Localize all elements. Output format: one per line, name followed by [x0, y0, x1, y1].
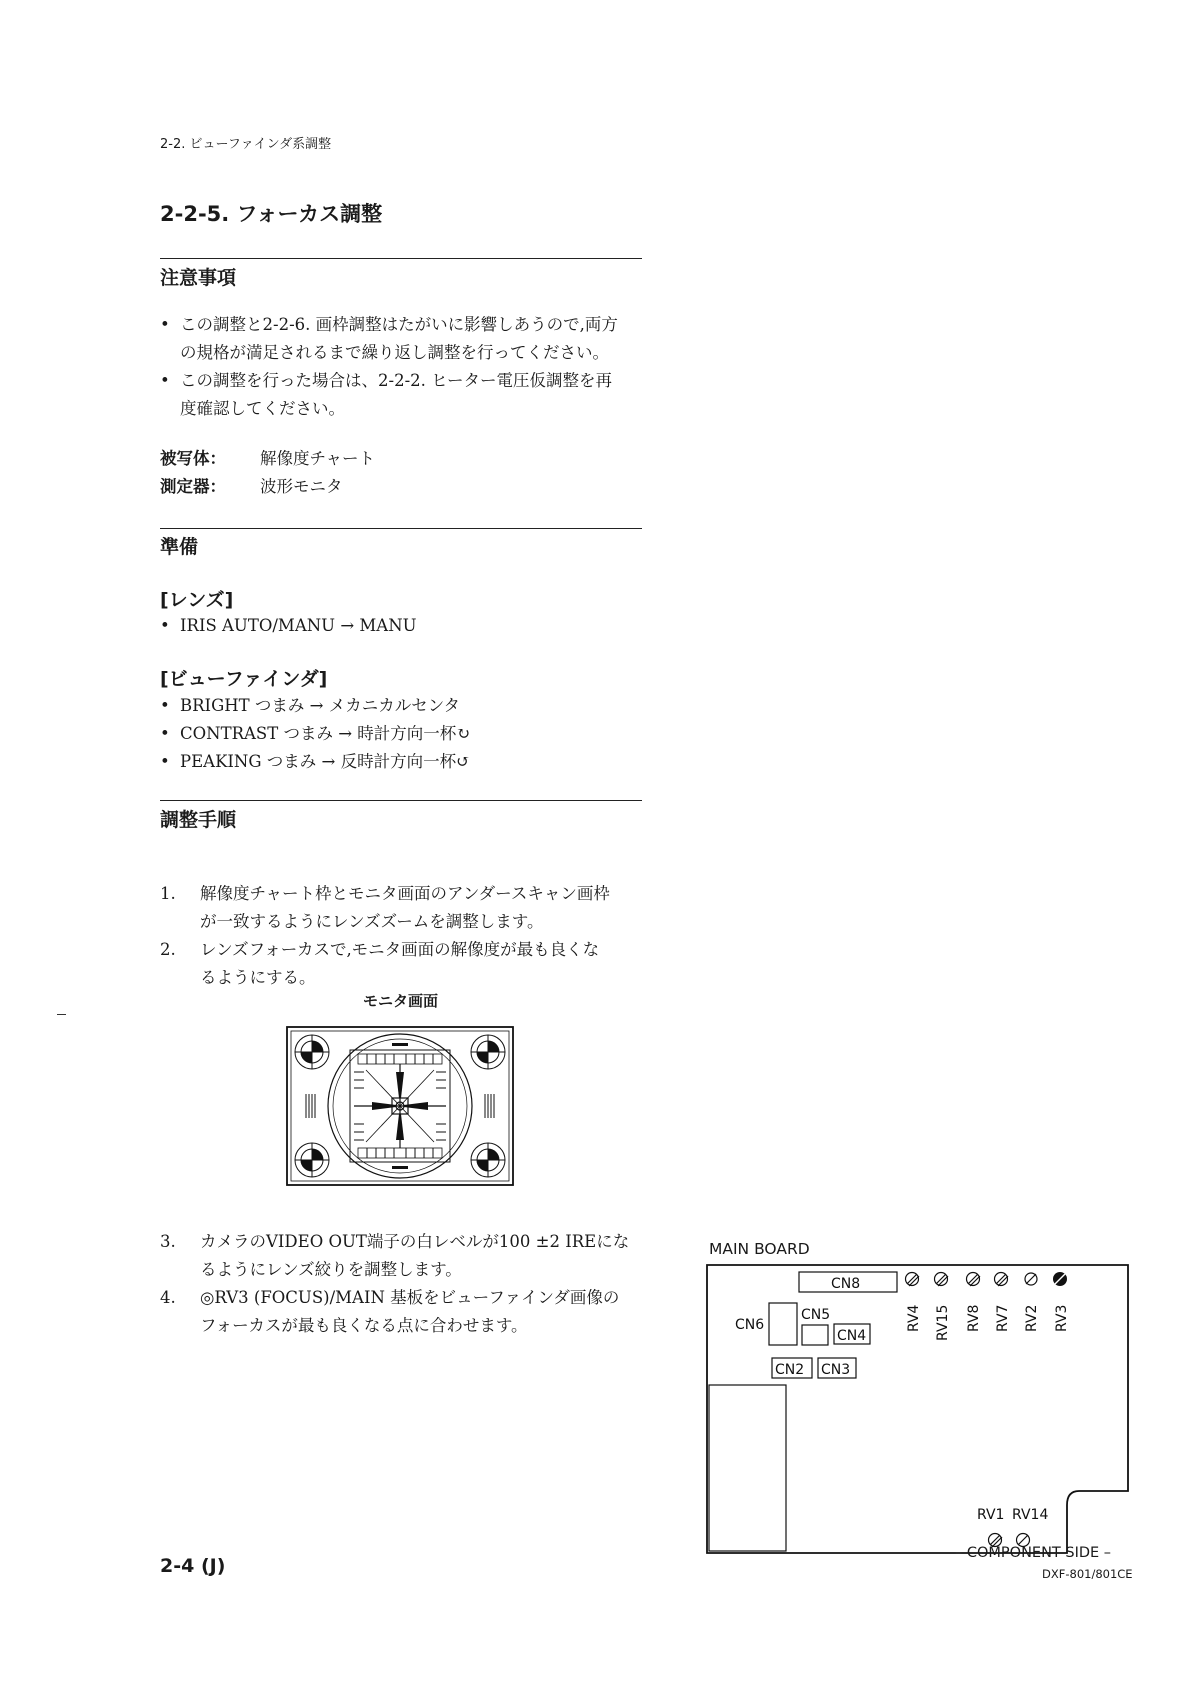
cn4-label: CN4	[837, 1328, 867, 1344]
procedure-heading: 調整手順	[160, 809, 237, 831]
step-number: 1.	[160, 884, 176, 903]
vf-heading: [ビューファインダ]	[160, 668, 328, 690]
note-line: この調整と2-2-6. 画枠調整はたがいに影響しあうので,両方	[180, 315, 618, 334]
vf-item: • PEAKING つまみ → 反時計方向一杯↺	[160, 748, 650, 776]
model-number: DXF-801/801CE	[1042, 1567, 1133, 1581]
prep-heading: 準備	[160, 536, 199, 558]
section-title: 2-2-5. フォーカス調整	[160, 202, 383, 226]
main-board-diagram	[705, 1263, 1135, 1568]
spec-value: 波形モニタ	[260, 477, 343, 496]
figure-caption: モニタ画面	[363, 992, 439, 1010]
spec-label: 被写体：	[160, 449, 226, 468]
notes-heading: 注意事項	[160, 267, 237, 289]
divider	[160, 800, 642, 801]
spec-row	[160, 445, 226, 473]
cn2-label: CN2	[775, 1362, 805, 1378]
vf-item: • CONTRAST つまみ → 時計方向一杯↻	[160, 720, 650, 748]
rv8-label: RV8	[966, 1304, 982, 1332]
note-item: • この調整と2-2-6. 画枠調整はたがいに影響しあうので,両方 の規格が満足されるまで繰り返し調整を行ってください。	[160, 311, 650, 367]
lens-heading: [レンズ]	[160, 589, 234, 611]
lens-item: • IRIS AUTO/MANU → MANU	[160, 612, 650, 640]
note-line: 度確認してください。	[180, 399, 345, 418]
procedure-step	[160, 936, 650, 992]
vf-item: • BRIGHT つまみ → メカニカルセンタ	[160, 692, 650, 720]
page-number: 2-4 (J)	[160, 1555, 226, 1577]
board-title: MAIN BOARD	[709, 1240, 810, 1258]
step-line: フォーカスが最も良くなる点に合わせます。	[200, 1316, 528, 1335]
vf-item-text: CONTRAST つまみ → 時計方向一杯↻	[180, 724, 471, 743]
step-number: 3.	[160, 1232, 176, 1251]
procedure-step	[160, 1228, 650, 1284]
vf-item-text: BRIGHT つまみ → メカニカルセンタ	[180, 696, 461, 715]
cn5-label: CN5	[801, 1307, 831, 1323]
cn5-box	[802, 1325, 828, 1345]
rv2-label: RV2	[1024, 1304, 1040, 1332]
step-line: レンズフォーカスで,モニタ画面の解像度が最も良くな	[200, 940, 600, 959]
step-line: カメラのVIDEO OUT端子の白レベルが100 ±2 IREにな	[200, 1232, 630, 1251]
rv14-label: RV14	[1012, 1507, 1049, 1523]
cn6-box	[769, 1303, 797, 1345]
lens-item-text: IRIS AUTO/MANU → MANU	[180, 616, 417, 635]
step-line: るようにレンズ絞りを調整します。	[200, 1260, 462, 1279]
step-line: るようにする。	[200, 968, 316, 987]
divider	[160, 258, 642, 259]
step-line: が一致するようにレンズズームを調整します。	[200, 912, 544, 931]
cn6-label: CN6	[735, 1317, 765, 1333]
spec-row	[160, 473, 226, 501]
vf-item-text: PEAKING つまみ → 反時計方向一杯↺	[180, 752, 470, 771]
component-side-label: – COMPONENT SIDE –	[955, 1545, 1112, 1561]
procedure-step	[160, 880, 650, 936]
rv3-label: RV3	[1054, 1304, 1070, 1332]
note-line: この調整を行った場合は、2-2-2. ヒーター電圧仮調整を再	[180, 371, 612, 390]
step-number: 4.	[160, 1288, 176, 1307]
resolution-chart-figure	[286, 1026, 514, 1186]
note-line: の規格が満足されるまで繰り返し調整を行ってください。	[180, 343, 609, 362]
procedure-step	[160, 1284, 650, 1340]
divider	[160, 528, 642, 529]
step-number: 2.	[160, 940, 176, 959]
step-line: 解像度チャート枠とモニタ画面のアンダースキャン画枠	[200, 884, 610, 903]
cn8-label: CN8	[831, 1276, 861, 1292]
rv4-label: RV4	[906, 1304, 922, 1332]
spec-label: 測定器：	[160, 477, 226, 496]
rv1-label: RV1	[977, 1507, 1005, 1523]
rv7-label: RV7	[995, 1304, 1011, 1332]
large-component	[709, 1385, 786, 1551]
cn3-label: CN3	[821, 1362, 851, 1378]
step-line: ◎RV3 (FOCUS)/MAIN 基板をビューファインダ画像の	[200, 1288, 620, 1307]
margin-mark	[57, 1014, 66, 1015]
spec-value: 解像度チャート	[260, 449, 376, 468]
note-item: • この調整を行った場合は、2-2-2. ヒーター電圧仮調整を再 度確認してください。	[160, 367, 650, 423]
rv15-label: RV15	[935, 1304, 951, 1341]
running-head: 2-2. ビューファインダ系調整	[160, 137, 332, 152]
